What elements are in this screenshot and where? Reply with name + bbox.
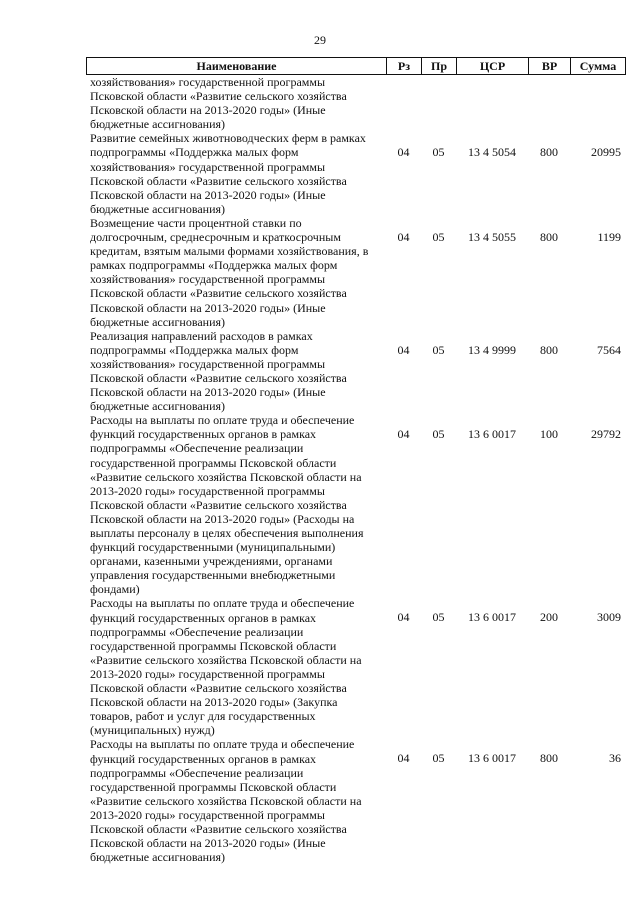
row-name: Расходы на выплаты по оплате труда и обеспечение функций государственных органов в рамках подпрограммы «Обеспечение реализации государственной программы Псковской области «Развитие сельского хозяйства Псковской области на 2013-2020 годы» государственной программы Псковской области «Развитие сельского хозяйства Псковской области на 2013-2020 годы» (Иные бюджетные ассигнования)	[90, 737, 362, 865]
row-name: Возмещение части процентной ставки по долгосрочным, среднесрочным и краткосрочным кредитам, взятым малыми формами хозяйствования, в рамках подпрограммы «Поддержка малых форм хозяйствования» государственной программы Псковской области «Развитие сельского хозяйства Псковской области на 2013-2020 годы» (Иные бюджетные ассигнования)	[90, 215, 369, 329]
row-vr: 800	[540, 229, 558, 244]
header-csr: ЦСР	[457, 58, 529, 74]
row-name: Расходы на выплаты по оплате труда и обеспечение функций государственных органов в рамках подпрограммы «Обеспечение реализации государственной программы Псковской области «Развитие сельского хозяйства Псковской области на 2013-2020 годы» государственной программы Псковской области «Развитие сельского хозяйства Псковской области на 2013-2020 годы» (Закупка товаров, работ и услуг для государственных (муниципальных) нужд)	[90, 596, 362, 738]
row-sum: 36	[609, 751, 621, 766]
page-number: 29	[314, 33, 326, 47]
table-header	[86, 57, 626, 75]
row-pr: 05	[432, 610, 445, 625]
header-pr: Пр	[422, 58, 457, 74]
row-vr: 800	[540, 145, 558, 160]
table-row	[90, 75, 625, 131]
row-vr: 800	[540, 342, 558, 357]
row-csr: 13 6 0017	[468, 427, 516, 442]
row-sum: 7564	[597, 342, 621, 357]
table-row	[90, 329, 625, 414]
row-vr: 800	[540, 751, 558, 766]
table-row	[90, 737, 625, 864]
row-pr: 05	[432, 342, 445, 357]
row-pr: 05	[432, 751, 445, 766]
row-rz: 04	[397, 229, 410, 244]
row-name: Реализация направлений расходов в рамках подпрограммы «Поддержка малых форм хозяйствования» государственной программы Псковской области «Развитие сельского хозяйства Псковской области на 2013-2020 годы» (Иные бюджетные ассигнования)	[90, 328, 347, 414]
header-name: Наименование	[87, 58, 387, 74]
row-sum: 20995	[591, 145, 621, 160]
row-rz: 04	[397, 427, 410, 442]
header-vr: ВР	[529, 58, 571, 74]
row-sum: 1199	[597, 229, 621, 244]
row-csr: 13 6 0017	[468, 610, 516, 625]
row-rz: 04	[397, 145, 410, 160]
row-sum: 29792	[591, 427, 621, 442]
header-rz: Рз	[387, 58, 422, 74]
header-sum: Сумма	[579, 58, 617, 73]
row-csr: 13 4 9999	[468, 342, 516, 357]
table-row	[90, 596, 625, 737]
row-name: хозяйствования» государственной программы Псковской области «Развитие сельского хозяйства Псковской области на 2013-2020 годы» (Иные бюджетные ассигнования)	[90, 75, 347, 132]
row-pr: 05	[432, 427, 445, 442]
row-pr: 05	[432, 229, 445, 244]
row-name: Развитие семейных животноводческих ферм в рамках подпрограммы «Поддержка малых форм хозяйствования» государственной программы Псковской области «Развитие сельского хозяйства Псковской области на 2013-2020 годы» (Иные бюджетные ассигнования)	[90, 131, 366, 216]
table-body	[90, 75, 625, 864]
row-vr: 200	[540, 610, 558, 625]
row-rz: 04	[397, 342, 410, 357]
row-csr: 13 6 0017	[468, 751, 516, 766]
row-csr: 13 4 5054	[468, 145, 516, 160]
row-csr: 13 4 5055	[468, 229, 516, 244]
row-pr: 05	[432, 145, 445, 160]
row-rz: 04	[397, 751, 410, 766]
row-sum: 3009	[597, 610, 621, 625]
table-row	[90, 131, 625, 216]
table-row	[90, 413, 625, 596]
row-rz: 04	[397, 610, 410, 625]
row-vr: 100	[540, 427, 558, 442]
table-row	[90, 216, 625, 329]
row-name: Расходы на выплаты по оплате труда и обеспечение функций государственных органов в рамках подпрограммы «Обеспечение реализации государственной программы Псковской области «Развитие сельского хозяйства Псковской области на 2013-2020 годы» государственной программы Псковской области «Развитие сельского хозяйства Псковской области на 2013-2020 годы» (Расходы на выплаты персоналу в целях обеспечения выполнения функций государственными (муниципальными) органами, казенными учреждениями, органами управления государственными внебюджетными фондами)	[90, 413, 364, 597]
